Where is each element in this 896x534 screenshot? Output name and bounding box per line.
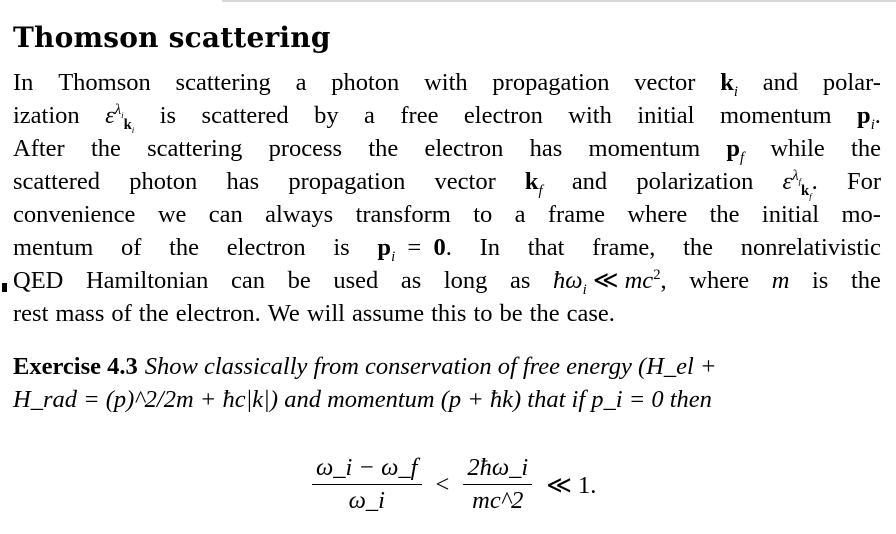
paragraph-line: ization $\varepsilon^{\lambda_i}_{k_i}$ is scattered by a free electron with initial momentum $p_i$. [13, 99, 881, 132]
rhs-denominator: mc^2 [472, 487, 524, 514]
paragraph-line: scattered photon has propagation vector $k_f$ and polarization $\varepsilon^{\lambda_f}_{k_f}$. For [13, 165, 881, 198]
top-rule [222, 0, 896, 2]
exercise-label: Exercise 4.3 [13, 353, 138, 380]
exercise-line [13, 383, 881, 416]
paragraph-line: After the scattering process the electron has momentum $p_f$ while the [13, 132, 881, 165]
math-p-i: $p_i$. [857, 102, 881, 133]
relation-much-less: ≪ 1. [546, 471, 597, 499]
math-p-f: $p_f$ [726, 135, 745, 166]
math-pi-equals-zero: $p_i = 0$. [377, 234, 452, 265]
exercise-text-line1: Show classically from conservation of free energy (H_el + [144, 353, 717, 380]
rhs-fraction [463, 454, 532, 515]
lhs-numerator: ω_i − ω_f [312, 454, 422, 485]
paragraph-line: In Thomson scattering a photon with propagation vector $k_i$ and polar- [13, 66, 881, 99]
paragraph-line: rest mass of the electron. We will assume this to be the case. [13, 300, 615, 327]
paragraph-line: mentum of the electron is $p_i = 0$. In that frame, the nonrelativistic [13, 231, 881, 264]
page-content [13, 20, 881, 416]
exercise-text-line2: H_rad = (p)^2/2m + ħc|k|) and momentum (p + ħk) that if p_i = 0 then [13, 386, 712, 413]
lhs-fraction [312, 454, 422, 515]
math-epsilon-kf: $\varepsilon^{\lambda_f}_{k_f}$. [782, 167, 818, 201]
math-k-f: $k_f$ [524, 168, 543, 199]
relation-less-than: < [435, 470, 450, 498]
lhs-denominator: ω_i [348, 487, 385, 514]
math-epsilon-ki: $\varepsilon^{\lambda_i}_{k_i}$ [105, 101, 135, 135]
exercise [13, 350, 881, 416]
paragraph-line: QED Hamiltonian can be used as long as $ħ\omega_i$ ≪ $mc^2$, where m is the [13, 264, 881, 297]
display-equation [312, 454, 596, 515]
math-energy-condition: $ħ\omega_i$ ≪ $mc^2$, [553, 266, 667, 298]
margin-mark [2, 283, 7, 292]
paragraph [13, 66, 881, 330]
section-title: Thomson scattering [13, 21, 331, 54]
rhs-numerator: 2ħω_i [463, 454, 532, 485]
exercise-line [13, 350, 881, 383]
paragraph-line: convenience we can always transform to a frame where the initial mo- [13, 201, 881, 228]
math-k-i: $k_i$ [720, 69, 738, 100]
